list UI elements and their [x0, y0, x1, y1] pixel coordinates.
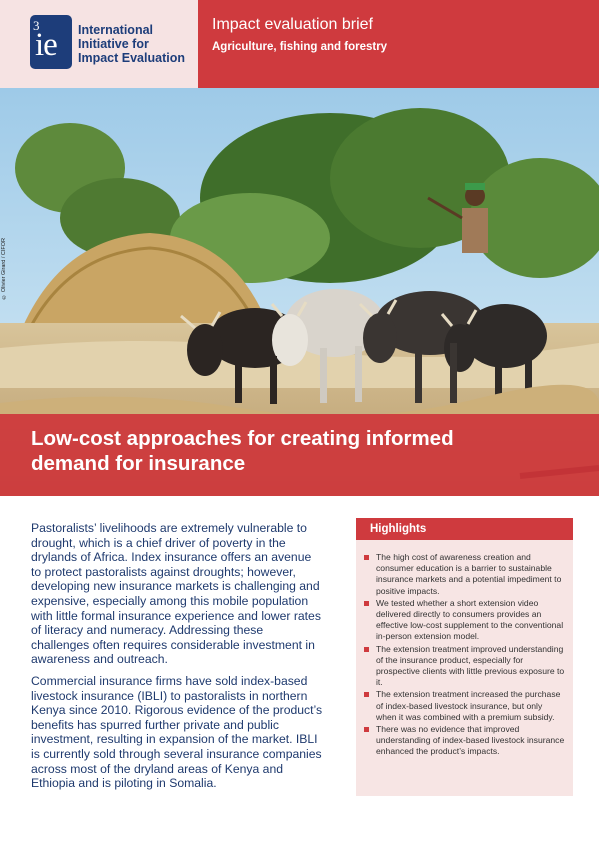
highlight-text: The extension treatment increased the purchase of index-based livestock insurance, but only when it was combined with a premium subsidy. [376, 689, 561, 722]
organization-name [78, 23, 185, 65]
org-line-2: Initiative for [78, 37, 149, 51]
sector-label: Agriculture, fishing and forestry [212, 41, 388, 53]
header-logo-panel [0, 0, 198, 88]
intro-text [31, 521, 323, 798]
bullet-square-icon [364, 601, 369, 606]
highlight-text: We tested whether a short extension video delivered directly to consumers provides an effective low-cost supplement to the conventional in-person extension model. [376, 597, 564, 642]
bullet-square-icon [364, 727, 369, 732]
highlight-item [364, 689, 565, 723]
intro-paragraph-1: Pastoralists’ livelihoods are extremely vulnerable to drought, which is a chief driver of poverty in the drylands of Africa. Index insurance offers an avenue to protect pastoralists against droughts; however, developing new insurance markets is challenging and expensive, especially among this mobile population with little formal insurance experience and lower rates of literacy and numeracy. Addressing these challenges often requires considerable investment in awareness and outreach. [31, 521, 321, 667]
brief-title [31, 426, 531, 476]
highlight-item [364, 724, 565, 758]
highlight-item [364, 552, 565, 597]
title-line-2: demand for insurance [31, 452, 246, 475]
bullet-square-icon [364, 692, 369, 697]
intro-paragraph-2: Commercial insurance firms have sold index-based livestock insurance (IBLI) to pastoralists in northern Kenya since 2010. Rigorous evidence of the product’s benefits has spurred further private and public investment, resulting in expansion of the market. IBLI is currently sold through several insurance companies across most of the dryland areas of Kenya and Ethiopia and is piloting in Somalia. [31, 673, 323, 791]
highlight-text: There was no evidence that improved understanding of index-based livestock insurance enhanced the product’s impacts. [376, 724, 565, 757]
3ie-logo [30, 15, 72, 69]
title-line-1: Low-cost approaches for creating informed [31, 427, 454, 450]
title-band [0, 414, 599, 496]
org-line-3: Impact Evaluation [78, 51, 185, 65]
brief-type: Impact evaluation brief [212, 16, 373, 33]
logo-mark-three: 3 [33, 18, 40, 33]
highlights-heading: Highlights [356, 518, 573, 540]
highlights-box [356, 518, 573, 796]
header-title-panel [198, 0, 599, 88]
highlight-item [364, 598, 565, 643]
highlights-list [356, 540, 573, 758]
photo-credit: © Olivier Girard / CIFOR [1, 238, 7, 300]
org-line-1: International [78, 23, 154, 37]
bullet-square-icon [364, 555, 369, 560]
highlight-item [364, 644, 565, 689]
highlight-text: The extension treatment improved understanding of the insurance product, especially for prospective clients with little previous exposure to it. [376, 643, 565, 688]
logo-mark-ie: ie [35, 27, 57, 63]
bullet-square-icon [364, 647, 369, 652]
highlight-text: The high cost of awareness creation and consumer education is a barrier to sustainable insurance markets and a potential impediment to positive impacts. [376, 552, 562, 596]
